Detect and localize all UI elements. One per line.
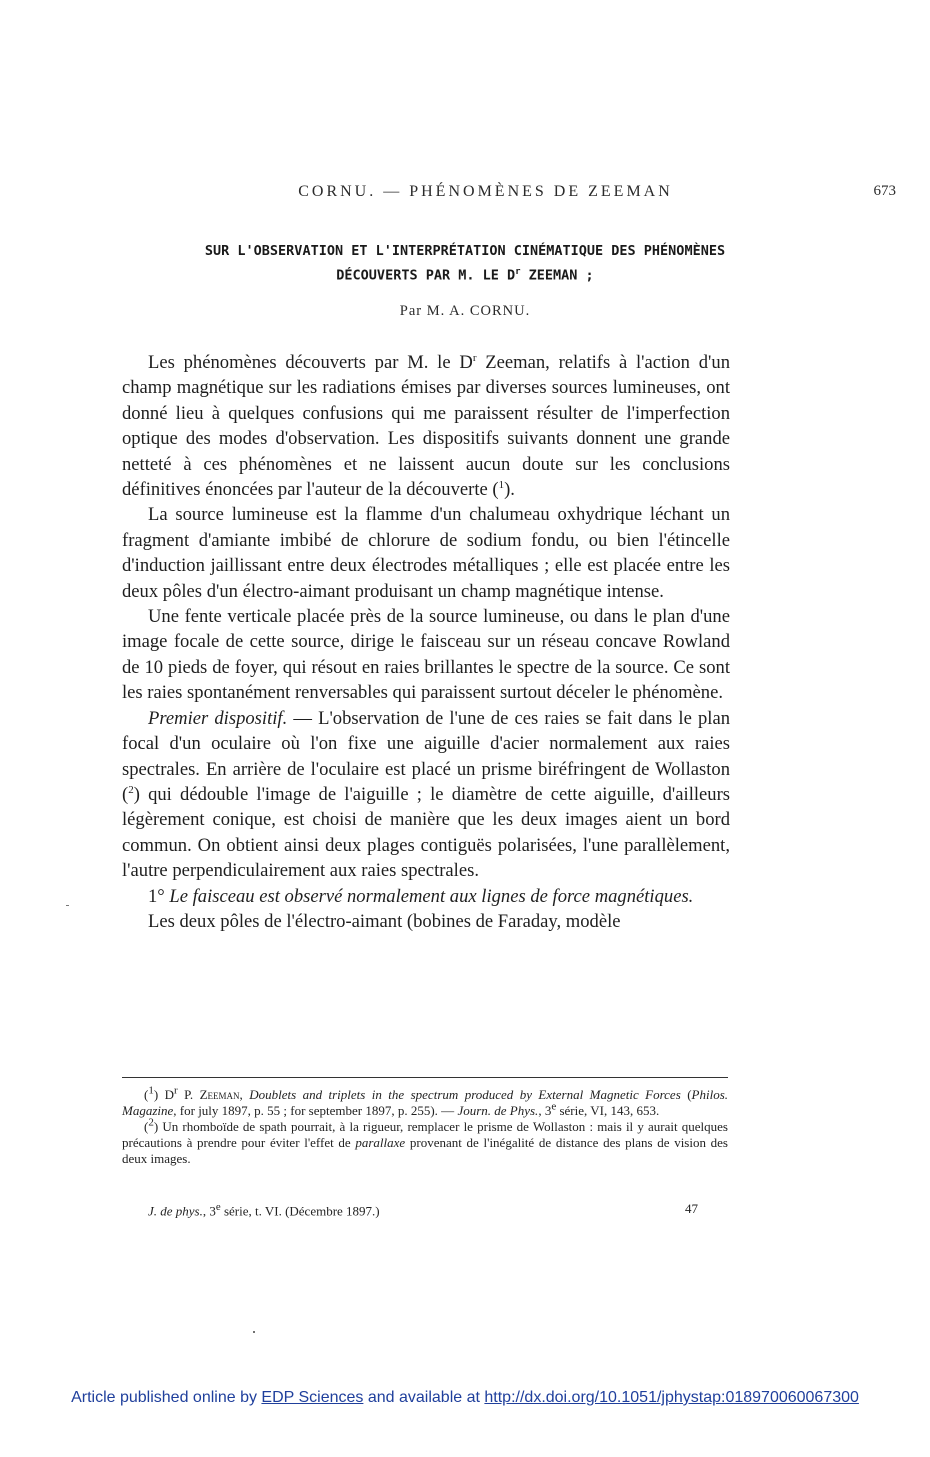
journal-name: J. de phys.: [148, 1203, 203, 1219]
footnote-journal: Philos. Magazine: [122, 1087, 729, 1118]
text-run: , 3: [202, 1203, 216, 1219]
paragraph-5: [122, 884, 730, 909]
article-title-line-1: SUR L'OBSERVATION ET L'INTERPRÉTATION CINÉMATIQUE DES PHÉNOMÈNES: [204, 243, 726, 259]
publisher-link[interactable]: EDP Sciences: [261, 1389, 364, 1406]
superscript: e: [551, 1100, 557, 1113]
footnote-journal: Journ. de Phys.: [457, 1103, 539, 1118]
article-title-line-2: [120, 262, 810, 287]
signature-number: 47: [685, 1201, 698, 1216]
text-run: Un rhomboïde de spath pourrait, à la rigueur, remplacer le prisme de Wollaston : mais il y aurait quelques précautions à prendre pour éviter l'effet de: [122, 1119, 728, 1150]
footnote-ref-2[interactable]: 2: [128, 783, 134, 796]
superscript: r: [472, 351, 477, 364]
text-run: D: [164, 1087, 174, 1102]
running-title: CORNU. — PHÉNOMÈNES DE ZEEMAN: [298, 183, 673, 200]
text-run: série, t. VI. (Décembre 1897.): [220, 1203, 380, 1219]
page-number: 673: [873, 183, 896, 199]
text-run: ).: [504, 479, 515, 501]
footnote-1: ($^1$) $D^r$ P. Zeeman, Doublets and triplets in the spectrum produced by External Magnetic Forces (Philos. Magazine, for july 1897, p. 55 ; for september 1897, p. 255). — Journ. de Phys., 3e série, VI, 143, 653.: [122, 1084, 729, 1118]
doi-link[interactable]: http://dx.doi.org/10.1051/jphystap:018970060067300: [484, 1389, 859, 1406]
superscript: e: [215, 1201, 221, 1213]
section-heading-italic: Premier dispositif.: [148, 707, 288, 729]
text-run: Zeeman, relatifs à l'action d'un champ magnétique sur les radiations émises par diverses sources lumineuses, ont donné lieu à quelques confusions qui me paraissent résulter de l'imperfection optique des modes d'observation. Les dispositifs suivants donnent une grande netteté à ces phénomènes et ne laissent aucun doute sur les conclusions définitives énoncées par l'auteur de la découverte (: [122, 352, 730, 501]
banner-prefix: Article published online by: [71, 1389, 262, 1406]
banner-middle: and available at: [363, 1389, 485, 1406]
article-body: [122, 350, 730, 934]
paragraph-3: Une fente verticale placée près de la source lumineuse, ou dans le plan d'une image focale de cette source, dirige le faisceau sur un réseau concave Rowland de 10 pieds de foyer, qui résout en raies brillantes le spectre de la source. Ce sont les raies spontanément renversables qui paraissent surtout déceler le phénomène.: [122, 606, 730, 704]
article-title: [120, 241, 810, 287]
paragraph-4: [122, 706, 730, 884]
text-run: Les phénomènes découverts par M. le D: [148, 352, 473, 373]
scan-speck: [253, 1331, 255, 1333]
byline: Par M. A. CORNU.: [399, 303, 531, 319]
text-run: , for july 1897, p. 55 ; for september 1897, p. 255). —: [173, 1103, 458, 1118]
footnote-ref-1[interactable]: 1: [498, 478, 505, 491]
paragraph-6: Les deux pôles de l'électro-aimant (bobines de Faraday, modèle: [148, 910, 621, 932]
text-run: — L'observation de l'une de ces raies se fait dans le plan focal d'un oculaire où l'on fixe une aiguille d'acier normalement aux raies spectrales. En arrière de l'oculaire est placé un prisme biréfringent de Wollaston (: [122, 707, 730, 805]
margin-mark: [66, 905, 69, 906]
superscript: r: [174, 1084, 178, 1097]
title-superscript: r: [515, 267, 521, 277]
footnote-title: Doublets and triplets in the spectrum produced by External Magnetic Forces: [249, 1087, 681, 1102]
running-head: [118, 183, 896, 207]
footnote-2: ($^2$) Un rhomboïde de spath pourrait, à la rigueur, remplacer le prisme de Wollaston : mais il y aurait quelques précautions à prendre pour éviter l'effet de parallaxe provenant de l'inégalité de distance des plans de vision des deux images.: [122, 1116, 728, 1166]
footnote-mark: 2: [148, 1116, 154, 1129]
text-run: provenant de l'inégalité de distance des plans de vision des deux images.: [122, 1135, 728, 1166]
item-heading-italic: Le faisceau est observé normalement aux lignes de force magnétiques.: [164, 885, 694, 907]
footnotes: [122, 1084, 729, 1167]
publisher-banner: [0, 1389, 930, 1407]
footnote-divider: [122, 1077, 728, 1078]
footnote-author: P. Zeeman: [177, 1087, 240, 1102]
item-number: 1°: [148, 885, 165, 907]
title-part: ZEEMAN ;: [520, 267, 594, 284]
footnote-italic: parallaxe: [355, 1135, 406, 1150]
footnote-mark: 1: [148, 1084, 154, 1097]
text-run: série, VI, 143, 653.: [556, 1103, 660, 1118]
text-run: ) qui dédouble l'image de l'aiguille ; le diamètre de cette aiguille, d'ailleurs légèrement conique, est choisi de manière que les deux images aient un bord commun. On obtient ainsi deux plages contiguës polarisées, l'une parallèlement, l'autre perpendiculairement aux raies spectrales.: [122, 783, 730, 882]
paragraph-2: La source lumineuse est la flamme d'un chalumeau oxhydrique léchant un fragment d'amiante imbibé de chlorure de sodium fondu, ou bien l'étincelle d'induction jaillissant entre deux électrodes métalliques ; elle est placée entre les deux pôles d'un électro-aimant produisant un champ magnétique intense.: [122, 504, 730, 602]
paragraph-1: [122, 350, 730, 502]
journal-footer: [148, 1201, 698, 1219]
text-run: , 3: [538, 1103, 552, 1118]
title-part: DÉCOUVERTS PAR M. LE D: [336, 267, 516, 284]
